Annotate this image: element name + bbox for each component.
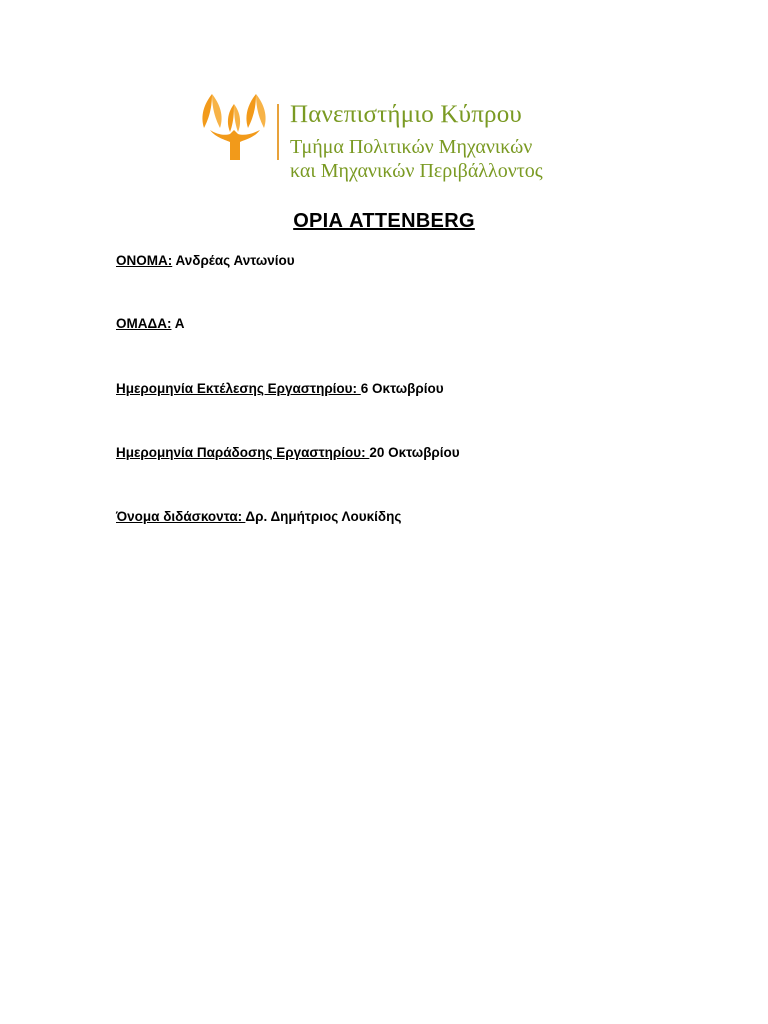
university-name: Πανεπιστήμιο Κύπρου [290,101,522,128]
document-title: ΟΡΙΑ ATTENBERG [293,210,475,232]
field-submission-date [116,445,460,460]
field-execution-date [116,381,444,396]
field-name [116,253,295,268]
field-value: 6 Οκτωβρίου [360,381,444,396]
field-value: Ανδρέας Αντωνίου [172,253,295,268]
field-value: Α [171,316,185,331]
cypress-tree-logo-icon [198,90,274,162]
field-label: ΟΝΟΜΑ: [116,253,173,268]
logo-text [290,100,543,183]
field-instructor [116,509,401,524]
field-label: Όνομα διδάσκοντα: [116,509,246,524]
university-logo [198,90,578,190]
logo-divider [277,104,279,160]
field-group [116,316,184,331]
department-name-line1: Τμήμα Πολιτικών Μηχανικών [290,136,533,158]
field-label: Ημερομηνία Εκτέλεσης Εργαστηρίου: [116,381,361,396]
field-label: ΟΜΑΔΑ: [116,316,172,331]
field-value: 20 Οκτωβρίου [369,445,460,460]
field-value: Δρ. Δημήτριος Λουκίδης [245,509,402,524]
department-name-line2: και Μηχανικών Περιβάλλοντος [290,160,543,182]
field-label: Ημερομηνία Παράδοσης Εργαστηρίου: [116,445,370,460]
